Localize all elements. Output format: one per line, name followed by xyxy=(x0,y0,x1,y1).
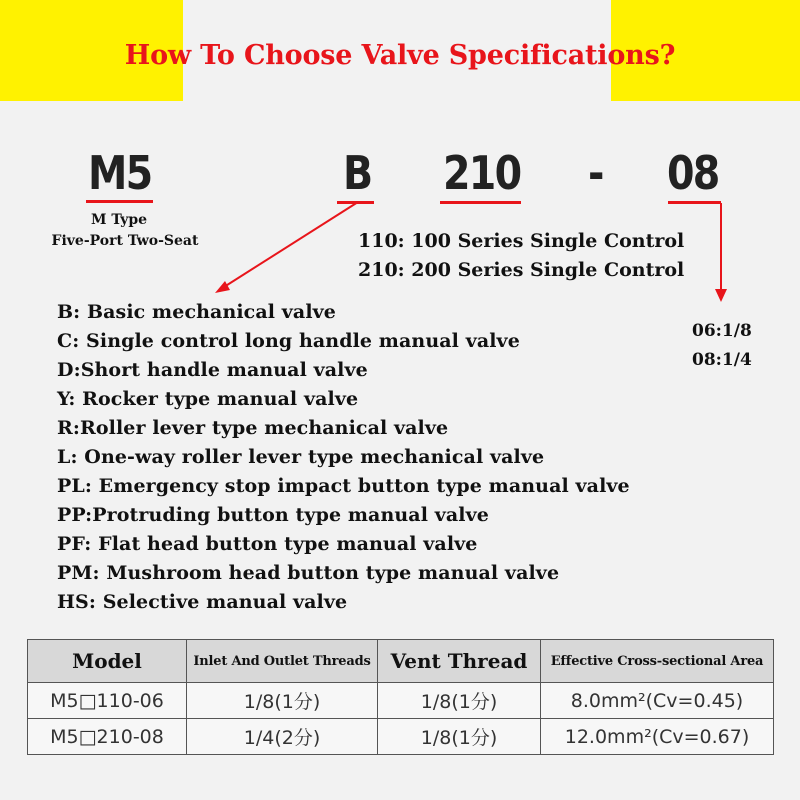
control-option-210: 210: 200 Series Single Control xyxy=(358,259,685,281)
cell-inlet-outlet: 1/4(2分) xyxy=(187,719,378,755)
thread-option-06: 06:1/8 xyxy=(692,321,752,341)
cell-area: 8.0mm²(Cv=0.45) xyxy=(541,683,774,719)
page-title: How To Choose Valve Specifications? xyxy=(124,40,676,71)
code-operation: B xyxy=(343,146,372,200)
header-model: Model xyxy=(28,640,187,683)
operation-option: HS: Selective manual valve xyxy=(57,591,348,613)
operation-pointer-line xyxy=(224,202,358,287)
operation-option: D:Short handle manual valve xyxy=(57,359,368,381)
cell-inlet-outlet: 1/8(1分) xyxy=(187,683,378,719)
operation-option: R:Roller lever type mechanical valve xyxy=(57,417,449,439)
operation-option: Y: Rocker type manual valve xyxy=(57,388,359,410)
code-series: M5 xyxy=(88,146,152,200)
thread-option-08: 08:1/4 xyxy=(692,350,752,370)
cell-model: M5□210-08 xyxy=(28,719,187,755)
operation-option: PM: Mushroom head button type manual valve xyxy=(57,562,560,584)
code-control: 210 xyxy=(443,146,521,200)
cell-vent: 1/8(1分) xyxy=(378,719,541,755)
operation-option: PL: Emergency stop impact button type manual valve xyxy=(57,475,630,497)
cell-model: M5□110-06 xyxy=(28,683,187,719)
operation-option: B: Basic mechanical valve xyxy=(57,301,336,323)
header-cross-sectional-area: Effective Cross-sectional Area xyxy=(541,640,774,683)
code-thread: 08 xyxy=(667,146,719,200)
thread-arrowhead xyxy=(715,289,727,302)
cell-vent: 1/8(1分) xyxy=(378,683,541,719)
series-desc-ports: Five-Port Two-Seat xyxy=(51,233,199,249)
table-row xyxy=(28,683,774,719)
cell-area: 12.0mm²(Cv=0.67) xyxy=(541,719,774,755)
code-separator: - xyxy=(588,146,603,200)
spec-table xyxy=(27,639,774,755)
series-desc-type: M Type xyxy=(90,212,148,228)
operation-option: L: One-way roller lever type mechanical valve xyxy=(57,446,545,468)
control-option-110: 110: 100 Series Single Control xyxy=(358,230,685,252)
operation-arrowhead xyxy=(215,281,230,293)
table-row xyxy=(28,719,774,755)
operation-option: PP:Protruding button type manual valve xyxy=(57,504,489,526)
operation-option: PF: Flat head button type manual valve xyxy=(57,533,478,555)
table-header-row xyxy=(28,640,774,683)
header-vent-thread: Vent Thread xyxy=(378,640,541,683)
operation-option: C: Single control long handle manual valve xyxy=(57,330,520,352)
header-inlet-outlet-threads: Inlet And Outlet Threads xyxy=(187,640,378,683)
